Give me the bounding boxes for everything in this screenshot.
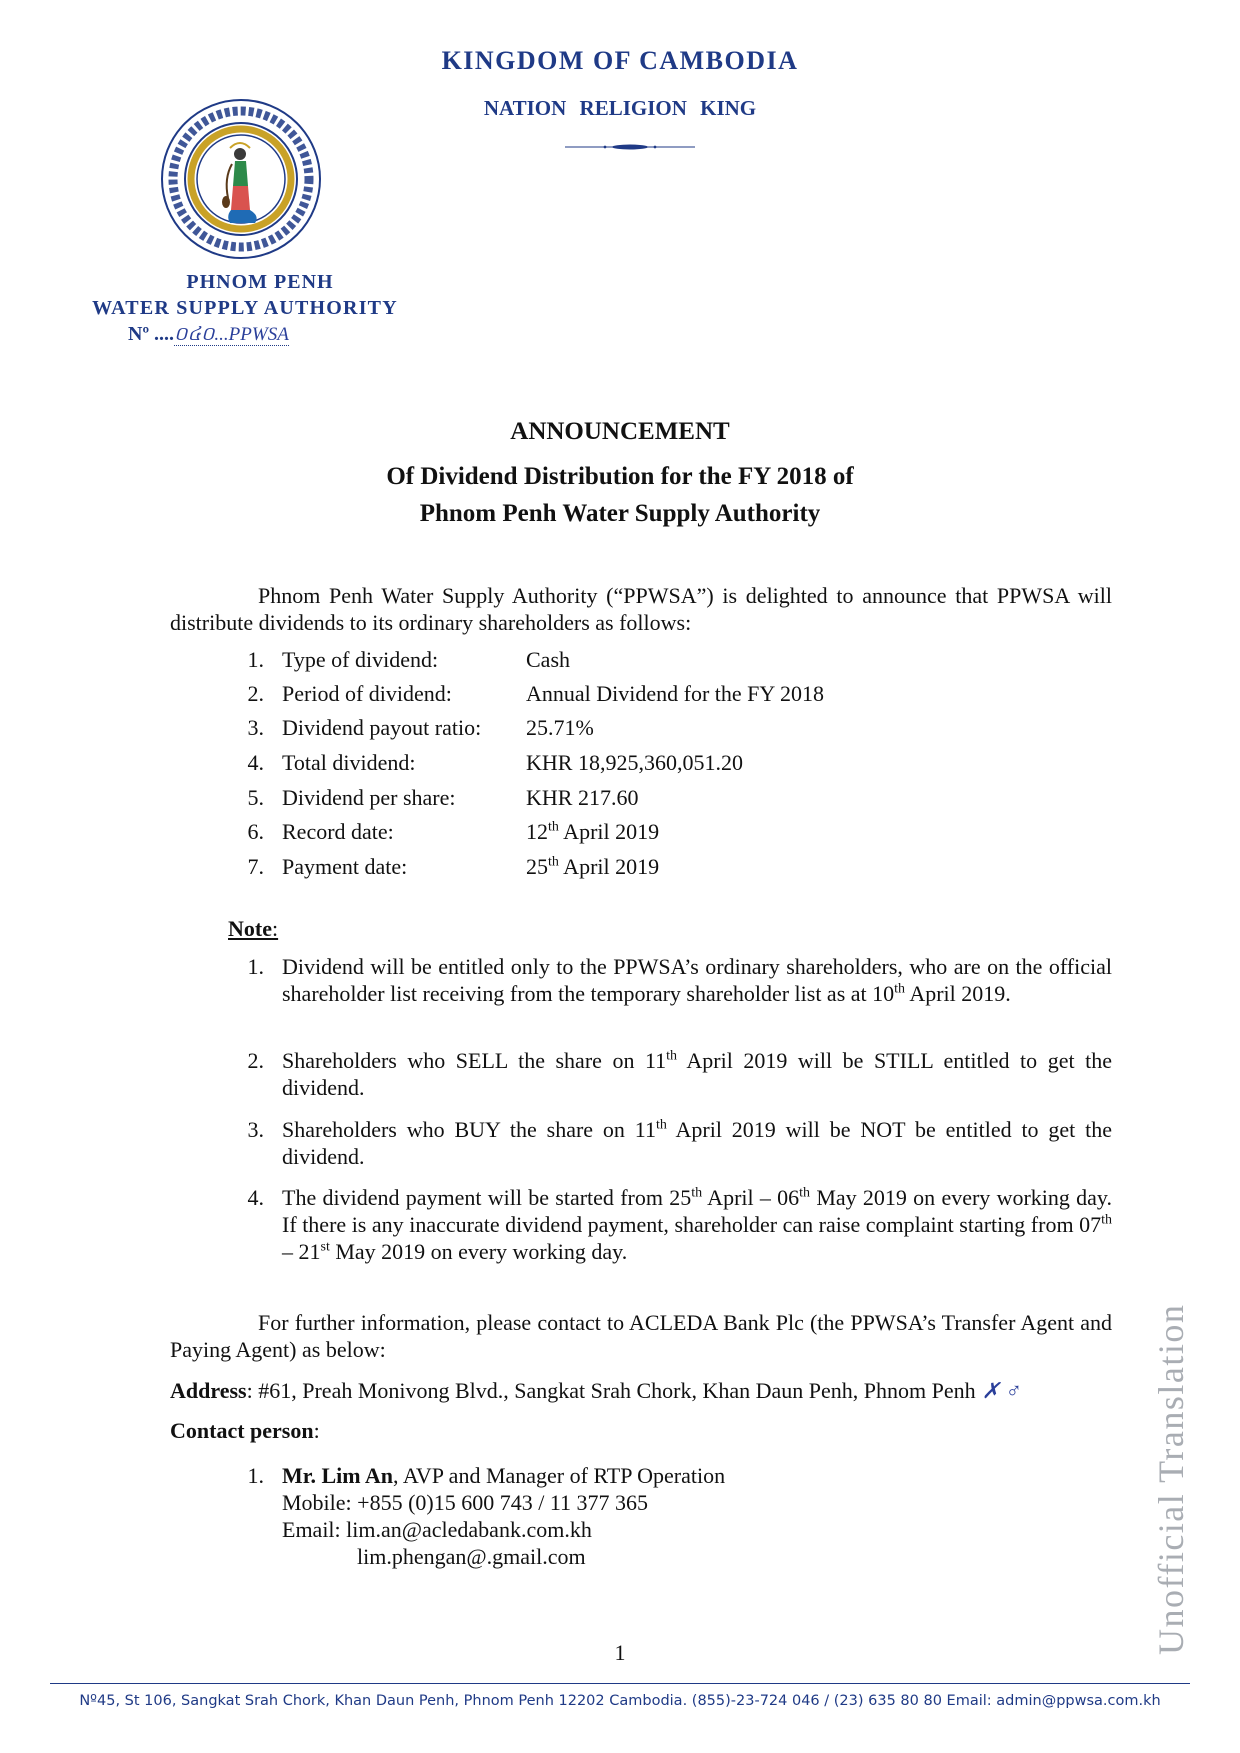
note-text: Dividend will be entitled only to the PPWSA’s ordinary shareholders, who are on the official shareholder list receiving from the temporary shareholder list as at 10th April 2019. [282,954,1112,1006]
contact-email: Email: lim.an@acledabank.com.kh [282,1517,592,1542]
item-value: KHR 217.60 [526,785,639,810]
ppwsa-seal-icon [160,98,322,260]
note-item [232,953,1112,1007]
further-info-paragraph: For further information, please contact to ACLEDA Bank Plc (the PPWSA’s Transfer Agent and Paying Agent) as below: [170,1310,1112,1362]
item-value: Annual Dividend for the FY 2018 [526,681,824,706]
item-number: 7. [247,854,264,879]
divider-flourish [565,143,695,151]
date-suffix: th [548,854,559,870]
reference-handwritten: ០៤០...PPWSA [174,324,289,345]
item-number: 3. [247,715,264,740]
item-label: Dividend payout ratio: [282,715,482,740]
item-value: KHR 18,925,360,051.20 [526,750,743,775]
reference-prefix: Nº .... [128,323,175,345]
item-value: Cash [526,647,570,672]
handwritten-mark: ✗ ♂ [981,1378,1023,1403]
date-suffix: th [548,819,559,835]
item-value [526,854,659,880]
item-number: 1. [247,647,264,672]
item-value [526,819,659,845]
note-text: The dividend payment will be started from 25th April – 06th May 2019 on every working day. If there is any inaccurate dividend payment, shareholder can raise complaint starting from 07th – 21st May 2019 on every working day. [282,1185,1113,1264]
contact-item [232,1462,725,1570]
note-number: 2. [247,1048,264,1073]
date-day: 25 [526,854,548,879]
note-text: Shareholders who BUY the share on 11th April 2019 will be NOT be entitled to get the dividend. [282,1117,1113,1169]
footer-divider [50,1683,1190,1684]
item-label: Payment date: [282,854,408,879]
item-number: 6. [247,819,264,844]
contact-mobile: Mobile: +855 (0)15 600 743 / 11 377 365 [282,1490,649,1515]
item-label: Record date: [282,819,394,844]
nation-motto: NATION RELIGION KING [483,96,757,120]
page-number: 1 [614,1640,626,1665]
item-label: Dividend per share: [282,785,456,810]
item-label: Period of dividend: [282,681,452,706]
address-line [170,1378,1130,1404]
note-item [232,1184,1112,1265]
contact-email-2: lim.phengan@.gmail.com [357,1544,586,1569]
date-rest: April 2019 [558,819,660,844]
unofficial-translation-watermark: Unofficial Translation [1151,1303,1191,1655]
item-value: 25.71% [526,715,594,740]
contact-number: 1. [247,1463,264,1488]
note-item [232,1047,1112,1101]
org-name-line1: PHNOM PENH [186,271,334,293]
note-heading-text: Note [228,916,272,941]
date-day: 12 [526,819,548,844]
address-value: : #61, Preah Monivong Blvd., Sangkat Srah Chork, Khan Daun Penh, Phnom Penh [246,1378,976,1403]
announcement-title: ANNOUNCEMENT [510,418,730,445]
note-item [232,1116,1112,1170]
date-rest: April 2019 [558,854,660,879]
contact-name: Mr. Lim An [282,1463,394,1488]
item-label: Type of dividend: [282,647,439,672]
note-number: 1. [247,954,264,979]
note-heading: Note: [228,916,279,941]
contact-name-line [282,1462,725,1489]
intro-paragraph: Phnom Penh Water Supply Authority (“PPWSA”) is delighted to announce that PPWSA will distribute dividends to its ordinary shareholders as follows: [170,583,1112,635]
item-label: Total dividend: [282,750,416,775]
footer-address: Nº45, St 106, Sangkat Srah Chork, Khan Daun Penh, Phnom Penh 12202 Cambodia. (855)-23-724 046 / (23) 635 80 80 Email: admin@ppwsa.com.kh [79,1693,1161,1709]
announcement-subtitle-1: Of Dividend Distribution for the FY 2018 of [386,463,854,490]
announcement-subtitle-2: Phnom Penh Water Supply Authority [419,500,821,527]
note-number: 4. [247,1185,264,1210]
note-number: 3. [247,1117,264,1142]
contact-heading: Contact person: [170,1418,320,1443]
kingdom-header: KINGDOM OF CAMBODIA [441,46,799,75]
item-number: 2. [247,681,264,706]
reference-number [128,322,289,350]
contact-heading-text: Contact person [170,1418,314,1443]
item-number: 5. [247,785,264,810]
note-text: Shareholders who SELL the share on 11th April 2019 will be STILL entitled to get the dividend. [282,1048,1112,1100]
item-number: 4. [247,750,264,775]
org-name-line2: WATER SUPPLY AUTHORITY [92,297,398,319]
contact-title: , AVP and Manager of RTP Operation [393,1463,726,1488]
address-label: Address [170,1378,247,1403]
